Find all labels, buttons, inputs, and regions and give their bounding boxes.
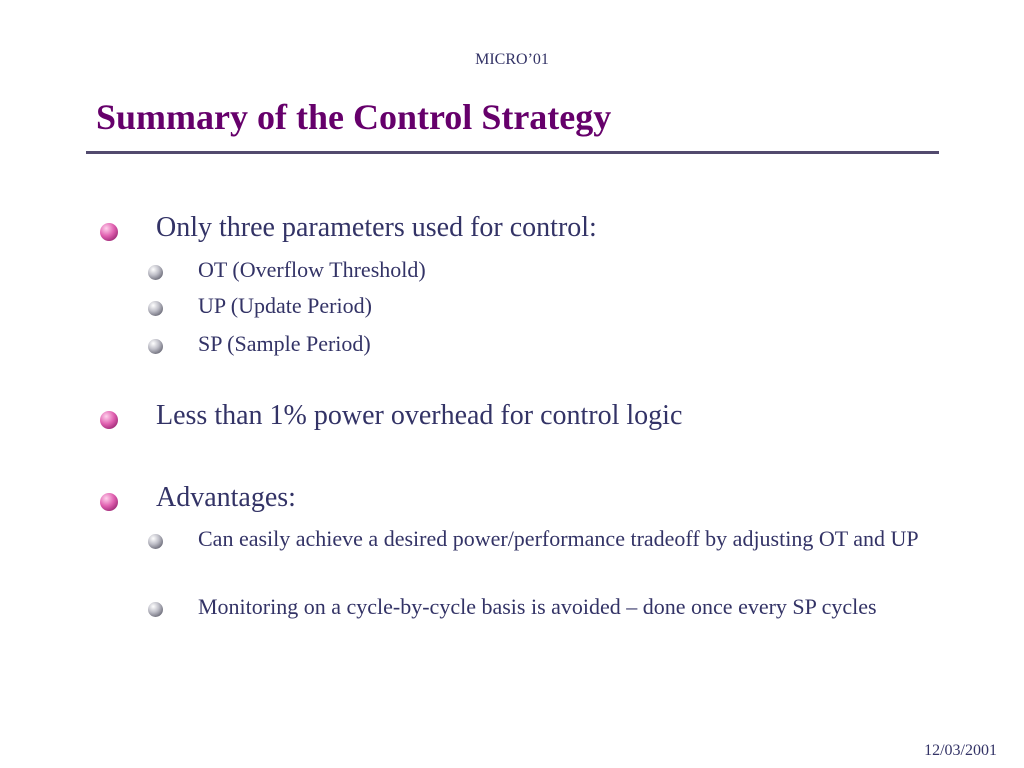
- slide-title: Summary of the Control Strategy: [96, 97, 612, 137]
- sub-bullet-text: SP (Sample Period): [198, 331, 371, 356]
- bullet-text: Less than 1% power overhead for control logic: [156, 400, 683, 431]
- gray-sphere-bullet-icon: [148, 301, 163, 316]
- gray-sphere-bullet-icon: [148, 265, 163, 280]
- conference-header: MICRO’01: [475, 51, 549, 68]
- gray-sphere-bullet-icon: [148, 602, 163, 617]
- sub-bullet-text: OT (Overflow Threshold): [198, 257, 426, 282]
- gray-sphere-bullet-icon: [148, 534, 163, 549]
- sub-bullet-text: UP (Update Period): [198, 293, 372, 318]
- gray-sphere-bullet-icon: [148, 339, 163, 354]
- pink-sphere-bullet-icon: [100, 493, 118, 511]
- sub-bullet-text: Can easily achieve a desired power/performance tradeoff by adjusting OT and UP: [198, 526, 919, 551]
- sub-bullet-text: Monitoring on a cycle-by-cycle basis is avoided – done once every SP cycles: [198, 594, 877, 619]
- bullet-text: Advantages:: [156, 482, 296, 513]
- bullet-text: Only three parameters used for control:: [156, 212, 597, 243]
- footer-date: 12/03/2001: [924, 742, 997, 759]
- pink-sphere-bullet-icon: [100, 411, 118, 429]
- pink-sphere-bullet-icon: [100, 223, 118, 241]
- title-divider: [86, 151, 939, 154]
